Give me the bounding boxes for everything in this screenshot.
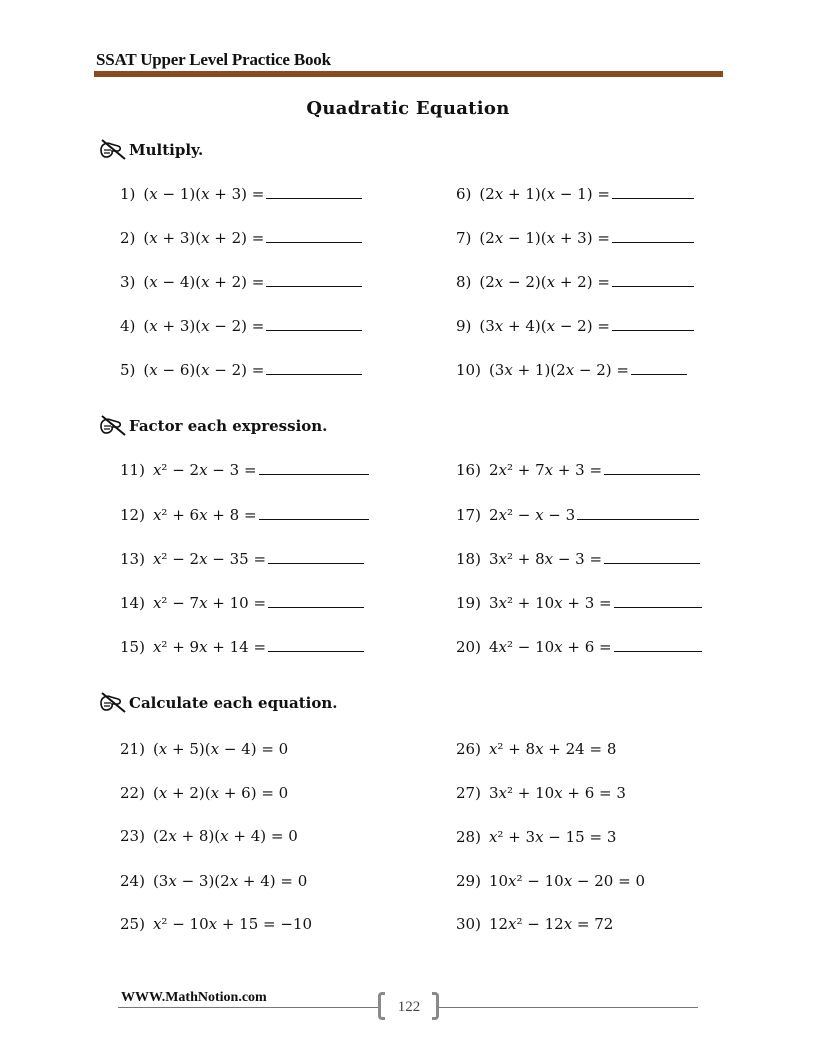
- problem-20: [456, 638, 702, 656]
- answer-blank[interactable]: [612, 285, 694, 287]
- problem-expression: (𝑥 − 1)(𝑥 + 3) =: [143, 185, 265, 203]
- problem-number: 27): [456, 784, 481, 802]
- answer-blank[interactable]: [266, 197, 362, 199]
- answer-blank[interactable]: [612, 241, 694, 243]
- problem-number: 20): [456, 638, 481, 656]
- problem-expression: 𝑥² − 2𝑥 − 3 =: [152, 461, 257, 479]
- section-heading-multiply: [98, 138, 203, 162]
- problem-18: [456, 550, 700, 568]
- problem-number: 22): [120, 784, 145, 802]
- problem-number: 5): [120, 361, 136, 379]
- problem-number: 10): [456, 361, 481, 379]
- answer-blank[interactable]: [259, 473, 369, 475]
- problem-expression: 4𝑥² − 10𝑥 + 6 =: [488, 638, 612, 656]
- problem-expression: (3𝑥 + 4)(𝑥 − 2) =: [479, 317, 610, 335]
- problem-number: 16): [456, 461, 481, 479]
- problem-expression: 2𝑥² − 𝑥 − 3: [488, 506, 576, 524]
- answer-blank[interactable]: [612, 197, 694, 199]
- problem-12: [120, 506, 369, 524]
- answer-blank[interactable]: [268, 606, 364, 608]
- problem-1: [120, 185, 362, 203]
- section-label: Factor each expression.: [129, 417, 328, 435]
- problem-number: 11): [120, 461, 145, 479]
- problem-expression: 𝑥² + 3𝑥 − 15 = 3: [488, 828, 617, 846]
- problem-11: [120, 461, 369, 479]
- answer-blank[interactable]: [266, 329, 362, 331]
- problem-number: 15): [120, 638, 145, 656]
- problem-22: [120, 784, 288, 802]
- problem-23: [120, 827, 298, 845]
- problem-10: [456, 361, 687, 379]
- problem-19: [456, 594, 702, 612]
- problem-2: [120, 229, 362, 247]
- pencil-hand-icon: [98, 138, 128, 162]
- problem-number: 24): [120, 872, 145, 890]
- problem-24: [120, 872, 307, 890]
- problem-number: 1): [120, 185, 136, 203]
- problem-21: [120, 740, 288, 758]
- problem-17: [456, 506, 699, 524]
- problem-expression: (2𝑥 − 1)(𝑥 + 3) =: [479, 229, 610, 247]
- section-heading-factor: [98, 414, 327, 438]
- left-brace-icon: [378, 992, 385, 1020]
- answer-blank[interactable]: [604, 473, 700, 475]
- problem-expression: (3𝑥 + 1)(2𝑥 − 2) =: [488, 361, 629, 379]
- problem-number: 28): [456, 828, 481, 846]
- answer-blank[interactable]: [604, 562, 700, 564]
- problem-4: [120, 317, 362, 335]
- problem-expression: (2𝑥 − 2)(𝑥 + 2) =: [479, 273, 610, 291]
- answer-blank[interactable]: [266, 285, 362, 287]
- problem-expression: 𝑥² − 7𝑥 + 10 =: [152, 594, 267, 612]
- problem-number: 3): [120, 273, 136, 291]
- problem-number: 21): [120, 740, 145, 758]
- problem-number: 4): [120, 317, 136, 335]
- answer-blank[interactable]: [268, 562, 364, 564]
- problem-number: 13): [120, 550, 145, 568]
- problem-expression: 𝑥² + 6𝑥 + 8 =: [152, 506, 257, 524]
- problem-number: 29): [456, 872, 481, 890]
- problem-expression: (𝑥 − 6)(𝑥 − 2) =: [143, 361, 265, 379]
- problem-13: [120, 550, 364, 568]
- problem-expression: (𝑥 − 4)(𝑥 + 2) =: [143, 273, 265, 291]
- problem-number: 12): [120, 506, 145, 524]
- problem-16: [456, 461, 700, 479]
- problem-25: [120, 915, 312, 933]
- problem-number: 6): [456, 185, 472, 203]
- problem-29: [456, 872, 645, 890]
- problem-number: 8): [456, 273, 472, 291]
- problem-5: [120, 361, 362, 379]
- problem-expression: 𝑥² − 10𝑥 + 15 = −10: [152, 915, 313, 933]
- problem-number: 7): [456, 229, 472, 247]
- page-heading: Quadratic Equation: [306, 98, 510, 119]
- problem-number: 26): [456, 740, 481, 758]
- answer-blank[interactable]: [266, 373, 362, 375]
- problem-expression: (2𝑥 + 8)(𝑥 + 4) = 0: [152, 827, 298, 845]
- right-brace-icon: [432, 992, 439, 1020]
- problem-number: 23): [120, 827, 145, 845]
- problem-expression: 10𝑥² − 10𝑥 − 20 = 0: [488, 872, 646, 890]
- problem-30: [456, 915, 613, 933]
- problem-expression: (𝑥 + 3)(𝑥 + 2) =: [143, 229, 265, 247]
- book-title: SSAT Upper Level Practice Book: [96, 50, 331, 69]
- problem-number: 19): [456, 594, 481, 612]
- answer-blank[interactable]: [614, 606, 702, 608]
- pencil-hand-icon: [98, 691, 128, 715]
- problem-8: [456, 273, 694, 291]
- problem-expression: 2𝑥² + 7𝑥 + 3 =: [488, 461, 603, 479]
- footer-website[interactable]: WWW.MathNotion.com: [121, 990, 267, 1005]
- problem-expression: 12𝑥² − 12𝑥 = 72: [488, 915, 614, 933]
- pencil-hand-icon: [98, 414, 128, 438]
- problem-expression: (𝑥 + 2)(𝑥 + 6) = 0: [152, 784, 289, 802]
- problem-expression: 𝑥² − 2𝑥 − 35 =: [152, 550, 267, 568]
- problem-number: 25): [120, 915, 145, 933]
- problem-number: 18): [456, 550, 481, 568]
- problem-9: [456, 317, 694, 335]
- answer-blank[interactable]: [259, 518, 369, 520]
- problem-expression: 𝑥² + 9𝑥 + 14 =: [152, 638, 267, 656]
- problem-expression: (3𝑥 − 3)(2𝑥 + 4) = 0: [152, 872, 308, 890]
- problem-expression: 𝑥² + 8𝑥 + 24 = 8: [488, 740, 617, 758]
- problem-6: [456, 185, 694, 203]
- problem-expression: 3𝑥² + 10𝑥 + 3 =: [488, 594, 612, 612]
- problem-15: [120, 638, 364, 656]
- section-heading-calculate: [98, 691, 337, 715]
- header-rule: [94, 71, 723, 77]
- problem-3: [120, 273, 362, 291]
- problem-expression: 3𝑥² + 10𝑥 + 6 = 3: [488, 784, 626, 802]
- section-label: Calculate each equation.: [129, 694, 338, 712]
- problem-expression: (𝑥 + 3)(𝑥 − 2) =: [143, 317, 265, 335]
- problem-14: [120, 594, 364, 612]
- answer-blank[interactable]: [577, 518, 699, 520]
- problem-expression: (2𝑥 + 1)(𝑥 − 1) =: [479, 185, 610, 203]
- problem-number: 9): [456, 317, 472, 335]
- page-number: 122: [397, 999, 421, 1015]
- section-label: Multiply.: [129, 141, 204, 159]
- problem-number: 30): [456, 915, 481, 933]
- answer-blank[interactable]: [268, 650, 364, 652]
- answer-blank[interactable]: [266, 241, 362, 243]
- problem-27: [456, 784, 626, 802]
- problem-expression: (𝑥 + 5)(𝑥 − 4) = 0: [152, 740, 289, 758]
- answer-blank[interactable]: [614, 650, 702, 652]
- problem-expression: 3𝑥² + 8𝑥 − 3 =: [488, 550, 603, 568]
- problem-number: 14): [120, 594, 145, 612]
- answer-blank[interactable]: [631, 373, 687, 375]
- problem-28: [456, 828, 616, 846]
- problem-26: [456, 740, 616, 758]
- answer-blank[interactable]: [612, 329, 694, 331]
- problem-number: 2): [120, 229, 136, 247]
- problem-number: 17): [456, 506, 481, 524]
- problem-7: [456, 229, 694, 247]
